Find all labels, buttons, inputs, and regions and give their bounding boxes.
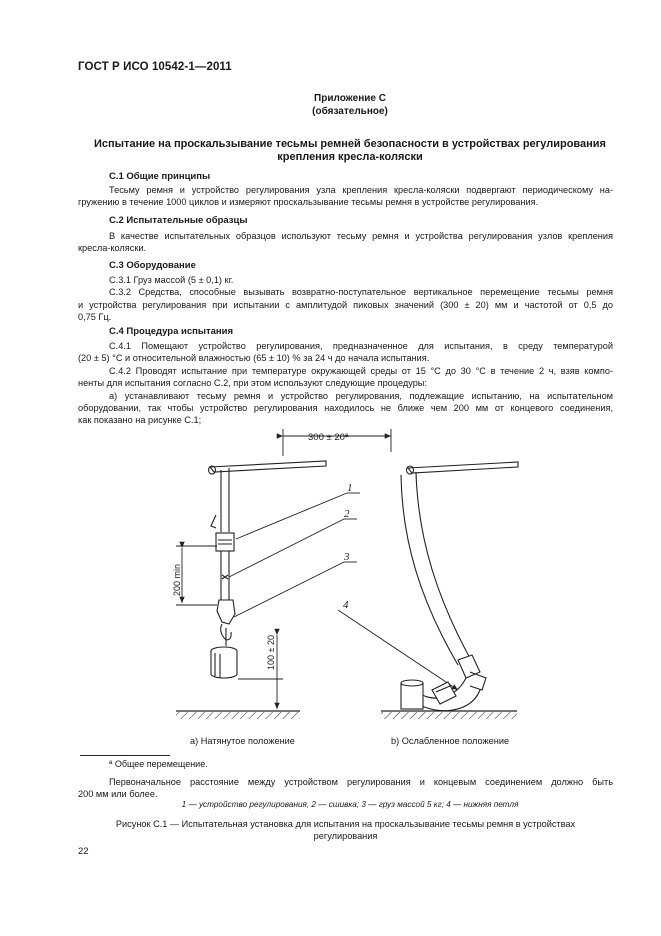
c3-p2-line3: 0,75 Гц. <box>78 312 112 323</box>
right-apparatus <box>401 462 518 711</box>
callout-1: 1 <box>347 482 353 494</box>
figure-title-line2: регулирования <box>313 831 378 841</box>
document-id: ГОСТ Р ИСО 10542-1—2011 <box>78 61 232 73</box>
c2-line1: В качестве испытательных образцов используют тесьму ремня и устройства регулирования узлов крепления <box>109 231 613 241</box>
c4-p2-line2: ненты для испытания согласно С.2, при этом используют следующие процедуры: <box>78 378 427 389</box>
caption-a: а) Натянутое положение <box>190 736 295 746</box>
note-text <box>78 776 613 801</box>
callout-3: 3 <box>344 551 350 563</box>
note-line2: 200 мм или более. <box>78 789 158 800</box>
c4-pa-line3: как показано на рисунке С.1; <box>78 415 202 426</box>
floor-left <box>176 711 300 719</box>
dim-200-label: 200 min <box>172 563 182 596</box>
dimension-100 <box>238 635 283 709</box>
section-c2-heading: С.2 Испытательные образцы <box>109 215 248 226</box>
main-title-line2: крепления кресла-коляски <box>277 151 423 163</box>
note-line1: Первоначальное расстояние между устройством регулирования и концевым соединением должно быть <box>109 777 613 787</box>
dim-top-label: 300 ± 20ª <box>308 432 349 443</box>
main-title-line1: Испытание на проскальзывание тесьмы ремней безопасности в устройствах регулирования <box>94 138 606 150</box>
figure-title <box>78 818 613 842</box>
c4-p2-line1: С.4.2 Проводят испытание при температуре окружающей среды от 15 °С до 30 °С в течение 2 ч, взяв компо- <box>109 365 613 376</box>
c1-line2: гружению в течение 1000 циклов и измеряют проскальзывание тесьмы ремня в устройстве регулирования. <box>78 197 539 208</box>
dim-100-label: 100 ± 20 <box>266 635 276 670</box>
c4-pa-line1: а) устанавливают тесьму ремня и устройство регулирования, подлежащие испытанию, на испытательном <box>109 390 613 401</box>
callout-2: 2 <box>344 508 350 520</box>
c4-pa-line2: оборудовании, так чтобы устройство регулирования находилось не ближе чем 200 мм от концевого соединения, <box>78 403 613 414</box>
c4-p1-line2: (20 ± 5) °С и относительной влажностью (65 ± 10) % за 24 ч до начала испытания. <box>78 353 430 364</box>
section-c1-heading: С.1 Общие принципы <box>109 171 211 182</box>
section-c4-heading: С.4 Процедура испытания <box>109 326 234 337</box>
section-c3-heading: С.3 Оборудование <box>109 260 196 271</box>
appendix-title: Приложение С <box>314 93 386 104</box>
appendix-subtitle: (обязательное) <box>312 106 388 117</box>
c1-line1: Тесьму ремня и устройство регулирования узла крепления кресла-коляски подвергают периодическому на- <box>109 185 613 195</box>
figure-legend: 1 — устройство регулирования, 2 — сшивка; 3 — груз массой 5 кг; 4 — нижняя петля <box>181 800 519 809</box>
c3-p1: С.3.1 Груз массой (5 ± 0,1) кг. <box>109 275 234 285</box>
footnote: ª Общее перемещение. <box>109 759 208 769</box>
callout-4: 4 <box>343 599 349 611</box>
c3-p2-line1: С.3.2 Средства, способные вызывать возвратно-поступательное вертикальное перемещение тесьмы ремня <box>109 287 613 298</box>
footnote-rule <box>80 755 170 756</box>
floor-right <box>381 711 517 719</box>
c2-line2: кресла-коляски. <box>78 243 147 254</box>
figure-title-line1: Рисунок С.1 — Испытательная установка для испытания на проскальзывание тесьмы ремня в устройствах <box>115 819 576 829</box>
callout-leaders <box>229 493 458 690</box>
page-number: 22 <box>78 846 89 857</box>
c4-p1-line1: С.4.1 Помещают устройство регулирования, предназначенное для испытания, в среду температурой <box>109 341 613 351</box>
c3-p2-line2: и устройства регулирования при испытании с амплитудой пиковых значений (300 ± 20) мм и частотой от 0,5 до <box>78 299 613 310</box>
caption-b: b) Ослабленное положение <box>391 736 510 746</box>
dimension-200 <box>176 546 217 605</box>
